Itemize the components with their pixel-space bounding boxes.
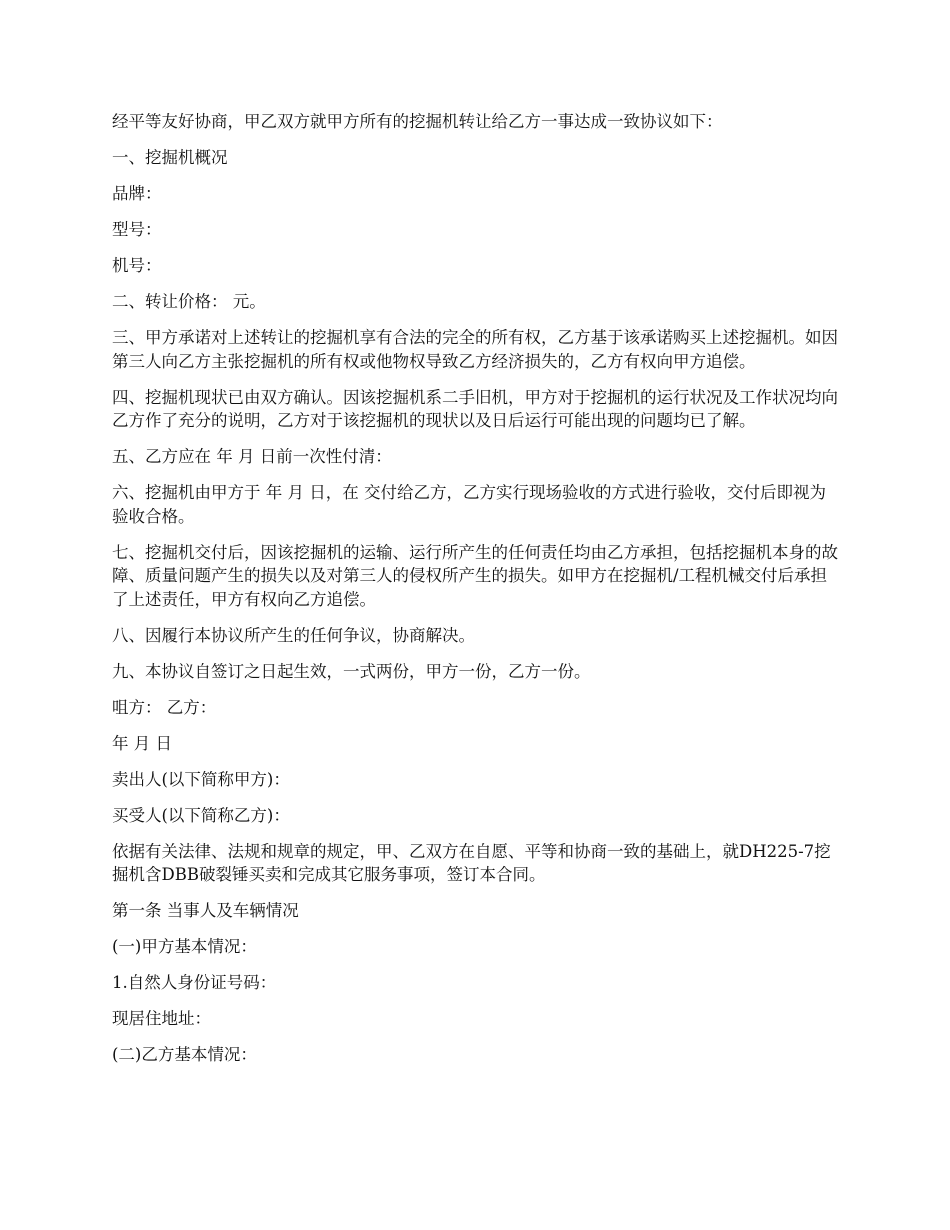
- signature-parties-line: 咀方： 乙方：: [112, 697, 217, 717]
- transfer-price-clause: 二、转让价格： 元。: [112, 292, 266, 311]
- brand-field: 品牌：: [112, 184, 162, 203]
- party-a-info-heading: (一)甲方基本情况：: [112, 937, 257, 956]
- section-heading-excavator-overview: 一、挖掘机概况: [112, 148, 228, 167]
- signature-date-line: 年 月 日: [112, 733, 172, 753]
- intro-paragraph: 经平等友好协商，甲乙双方就甲方所有的挖掘机转让给乙方一事达成一致协议如下：: [112, 112, 723, 131]
- delivery-acceptance-clause: 六、挖掘机由甲方于 年 月 日，在 交付给乙方，乙方实行现场验收的方式进行验收，交付后即视为验收合格。: [112, 483, 826, 526]
- ownership-guarantee-clause: 三、甲方承诺对上述转让的挖掘机享有合法的完全的所有权，乙方基于该承诺购买上述挖掘机。如因第三人向乙方主张挖掘机的所有权或他物权导致乙方经济损失的，乙方有权向甲方追偿。: [112, 328, 838, 371]
- party-b-info-heading: (二)乙方基本情况：: [112, 1045, 257, 1064]
- article-one-heading: 第一条 当事人及车辆情况: [112, 901, 299, 920]
- document-body: [112, 110, 840, 1079]
- model-field: 型号：: [112, 220, 162, 239]
- machine-number-field: 机号：: [112, 256, 162, 275]
- effectiveness-clause: 九、本协议自签订之日起生效，一式两份，甲方一份，乙方一份。: [112, 661, 591, 681]
- liability-after-delivery-clause: 七、挖掘机交付后，因该挖掘机的运输、运行所产生的任何责任均由乙方承担，包括挖掘机本身的故障、质量问题产生的损失以及对第三人的侵权所产生的损失。如甲方在挖掘机/工程机械交付后承担了上述责任，甲方有权向乙方追偿。: [112, 542, 838, 609]
- condition-confirmation-clause: 四、挖掘机现状已由双方确认。因该挖掘机系二手旧机，甲方对于挖掘机的运行状况及工作状况均向乙方作了充分的说明，乙方对于该挖掘机的现状以及日后运行可能出现的问题均已了解。: [112, 387, 838, 430]
- payment-deadline-clause: 五、乙方应在 年 月 日前一次性付清：: [112, 447, 392, 466]
- current-address-field: 现居住地址：: [112, 1009, 211, 1028]
- id-number-field: 1.自然人身份证号码：: [112, 973, 277, 992]
- seller-field: 卖出人(以下简称甲方)：: [112, 769, 290, 789]
- legal-basis-paragraph: 依据有关法律、法规和规章的规定，甲、乙双方在自愿、平等和协商一致的基础上，就DH225-7挖掘机含DBB破裂锤买卖和完成其它服务事项，签订本合同。: [112, 841, 831, 884]
- buyer-field: 买受人(以下简称乙方)：: [112, 805, 290, 825]
- dispute-resolution-clause: 八、因履行本协议所产生的任何争议，协商解决。: [112, 625, 475, 645]
